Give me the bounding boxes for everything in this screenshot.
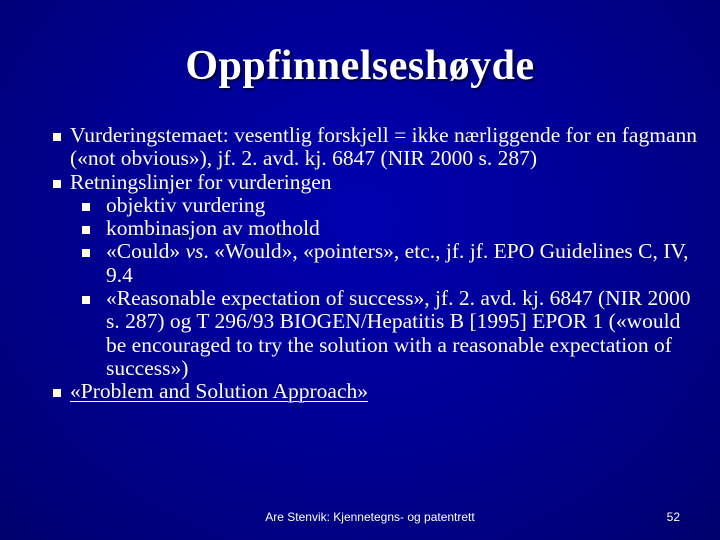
sub-bullet-could-would <box>48 240 698 287</box>
slide-body <box>48 124 698 404</box>
sub-bullet-combination <box>48 217 698 240</box>
sub-bullet-reasonable-expectation <box>48 287 698 380</box>
slide-footer: Are Stenvik: Kjennetegns- og patentrett <box>265 510 475 524</box>
square-bullet-icon <box>82 249 90 257</box>
square-bullet-icon <box>82 226 90 234</box>
page-number: 52 <box>666 510 680 524</box>
bullet-item-problem-solution <box>48 380 698 403</box>
bullet-item-assessment-theme <box>48 124 698 171</box>
sub-bullet-text-italic: vs <box>185 239 204 264</box>
square-bullet-icon <box>53 133 61 141</box>
sub-bullet-text: «Reasonable expectation of success», jf. 2. avd. kj. 6847 (NIR 2000 s. 287) og T 296/93 BIOGEN/Hepatitis B [1995] EPOR 1 («would be encouraged to try the solution with a reasonable expectation of success») <box>106 286 691 380</box>
problem-solution-link[interactable]: «Problem and Solution Approach» <box>70 379 368 404</box>
square-bullet-icon <box>82 203 90 211</box>
square-bullet-icon <box>53 389 61 397</box>
sub-bullet-text-part: . «Would», «pointers», etc., jf. jf. EPO Guidelines C, IV, 9.4 <box>106 239 689 287</box>
bullet-text: Retningslinjer for vurderingen <box>70 169 332 194</box>
bullet-link-wrapper <box>70 380 698 403</box>
slide-title: Oppfinnelseshøyde <box>185 43 535 89</box>
bullet-text: Vurderingstemaet: vesentlig forskjell = ikke nærliggende for en fagmann («not obvious»), jf. 2. avd. kj. 6847 (NIR 2000 s. 287) <box>70 123 697 171</box>
sub-bullet-text-part: «Could» <box>106 239 186 264</box>
bullet-item-guidelines <box>48 171 698 194</box>
square-bullet-icon <box>53 180 61 188</box>
square-bullet-icon <box>82 296 90 304</box>
sub-bullet-text: objektiv vurdering <box>106 192 266 217</box>
sub-bullet-text <box>106 240 698 287</box>
sub-bullet-objective <box>48 194 698 217</box>
sub-bullet-text: kombinasjon av mothold <box>106 216 320 241</box>
